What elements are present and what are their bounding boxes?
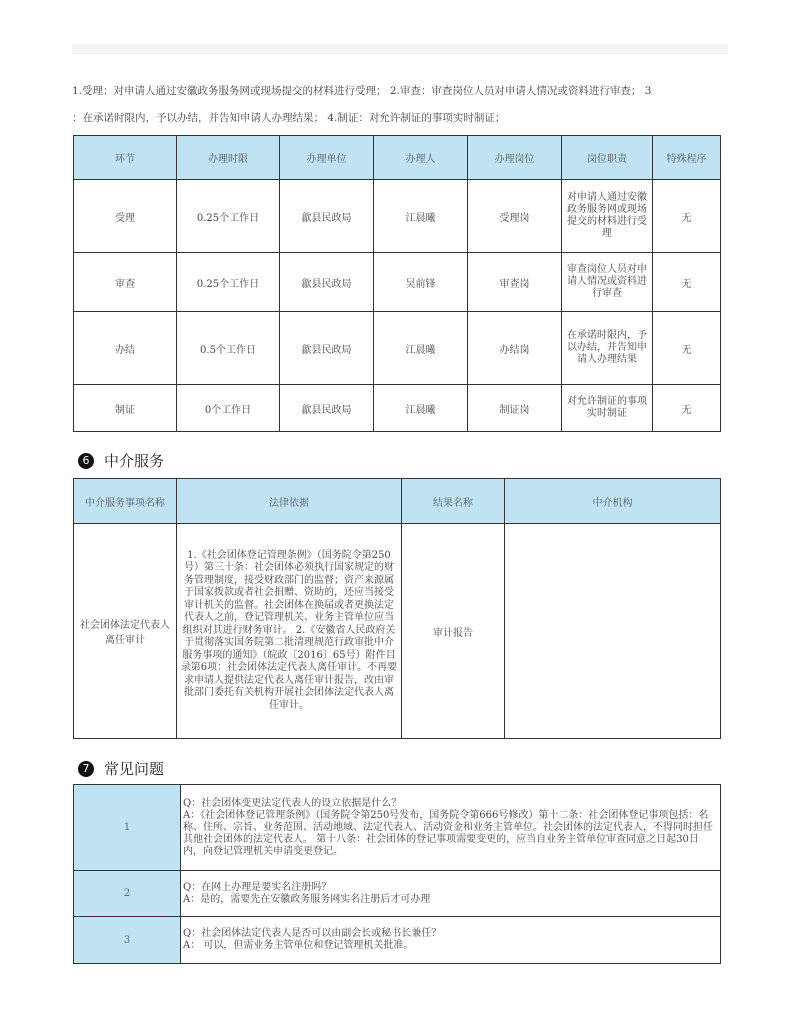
cell: 江晨曦 [374, 180, 468, 253]
cell: 0.5个工作日 [177, 312, 280, 385]
cell: 对申请人通过安徽政务服务网或现场提交的材料进行受理 [562, 180, 653, 253]
process-table [73, 135, 721, 432]
cell: 无 [653, 253, 721, 312]
cell: 受理岗 [468, 180, 562, 253]
section-heading: 中介服务 [104, 452, 165, 470]
cell: 1.《社会团体登记管理条例》（国务院令第250号）第三十条：社会团体必须执行国家规定的财务管理制度，接受财政部门的监督；资产来源属于国家拨款或者社会捐赠、资助的，还应当接受审计机关的监督。社会团体在换届或者更换法定代表人之前，登记管理机关、业务主管单位应当组织对其进行财务审计。 2.《安徽省人民政府关于贯彻落实国务院第二批清理规范行政审批中介服务事项的通知》（皖政〔2016〕65号）附件目录第6项：社会团体法定代表人离任审计。不再要求申请人提供法定代表人离任审计报告，改由审批部门委托有关机构开展社会团体法定代表人离任审计。 [177, 524, 402, 739]
faq-table [73, 784, 721, 964]
cell: 社会团体法定代表人离任审计 [74, 524, 177, 739]
top-bar [72, 44, 728, 54]
process-intro [72, 78, 732, 132]
cell: 制证 [74, 385, 177, 432]
cell: 歙县民政局 [280, 312, 374, 385]
faq-cell [181, 871, 721, 917]
section-title-intermediary [78, 450, 164, 471]
faq-index: 1 [74, 785, 181, 871]
cell: 歙县民政局 [280, 253, 374, 312]
table-row [74, 180, 721, 253]
col-header: 中介机构 [505, 479, 721, 524]
faq-question: Q：社会团体变更法定代表人的设立依据是什么？ [183, 797, 402, 809]
col-header: 法律依据 [177, 479, 402, 524]
table-row [74, 917, 721, 964]
table-row [74, 524, 721, 739]
cell: 吴前锋 [374, 253, 468, 312]
cell: 江晨曦 [374, 312, 468, 385]
col-header: 办理岗位 [468, 136, 562, 180]
faq-index: 3 [74, 917, 181, 964]
cell: 制证岗 [468, 385, 562, 432]
cell: 在承诺时限内，予以办结，并告知申请人办理结果 [562, 312, 653, 385]
cell: 审查岗 [468, 253, 562, 312]
col-header: 特殊程序 [653, 136, 721, 180]
cell: 歙县民政局 [280, 385, 374, 432]
number-7-icon: 7 [78, 761, 94, 777]
col-header: 办理单位 [280, 136, 374, 180]
cell: 办结 [74, 312, 177, 385]
number-6-icon: 6 [78, 453, 94, 469]
cell: 审计报告 [402, 524, 505, 739]
intro-line-1: 1.受理：对申请人通过安徽政务服务网或现场提交的材料进行受理； 2.审查：审查岗位人员对申请人情况或资料进行审查； 3 [72, 85, 652, 97]
table-row [74, 385, 721, 432]
col-header: 岗位职责 [562, 136, 653, 180]
cell: 0.25个工作日 [177, 180, 280, 253]
faq-answer: A：《社会团体登记管理条例》（国务院令第250号发布，国务院令第666号修改）第十二条：社会团体登记事项包括：名称、住所、宗旨、业务范围、活动地域、法定代表人、活动资金和业务主管单位。社会团体的法定代表人，不得同时担任其他社会团体的法定代表人。 第十八条：社会团体的登记事项需要变更的，应当自业务主管单位审查同意之日起30日内，向登记管理机关申请变更登记。 [183, 809, 713, 857]
table-row [74, 312, 721, 385]
cell: 0.25个工作日 [177, 253, 280, 312]
col-header: 结果名称 [402, 479, 505, 524]
cell: 审查 [74, 253, 177, 312]
section-heading: 常见问题 [104, 760, 165, 778]
cell: 0个工作日 [177, 385, 280, 432]
col-header: 办理人 [374, 136, 468, 180]
cell: 受理 [74, 180, 177, 253]
faq-index: 2 [74, 871, 181, 917]
faq-cell [181, 917, 721, 964]
col-header: 办理时限 [177, 136, 280, 180]
faq-question: Q：在网上办理是要实名注册吗？ [183, 881, 332, 893]
table-row [74, 785, 721, 871]
cell: 办结岗 [468, 312, 562, 385]
faq-cell [181, 785, 721, 871]
cell: 审查岗位人员对申请人情况或资料进行审查 [562, 253, 653, 312]
table-row [74, 253, 721, 312]
table-row [74, 871, 721, 917]
col-header: 环节 [74, 136, 177, 180]
faq-answer: A：是的，需要先在安徽政务服务网实名注册后才可办理 [183, 893, 431, 905]
cell: 对允许制证的事项实时制证 [562, 385, 653, 432]
col-header: 中介服务事项名称 [74, 479, 177, 524]
cell: 无 [653, 180, 721, 253]
section-title-faq [78, 758, 164, 779]
intro-line-2: ：在承诺时限内，予以办结，并告知申请人办理结果； 4.制证：对允许制证的事项实时制证； [72, 112, 506, 124]
faq-answer: A： 可以，但需业务主管单位和登记管理机关批准。 [183, 940, 414, 951]
faq-question: Q：社会团体法定代表人是否可以由副会长或秘书长兼任？ [183, 928, 442, 939]
cell: 歙县民政局 [280, 180, 374, 253]
cell: 江晨曦 [374, 385, 468, 432]
intermediary-table [73, 478, 721, 739]
cell [505, 524, 721, 739]
cell: 无 [653, 312, 721, 385]
cell: 无 [653, 385, 721, 432]
